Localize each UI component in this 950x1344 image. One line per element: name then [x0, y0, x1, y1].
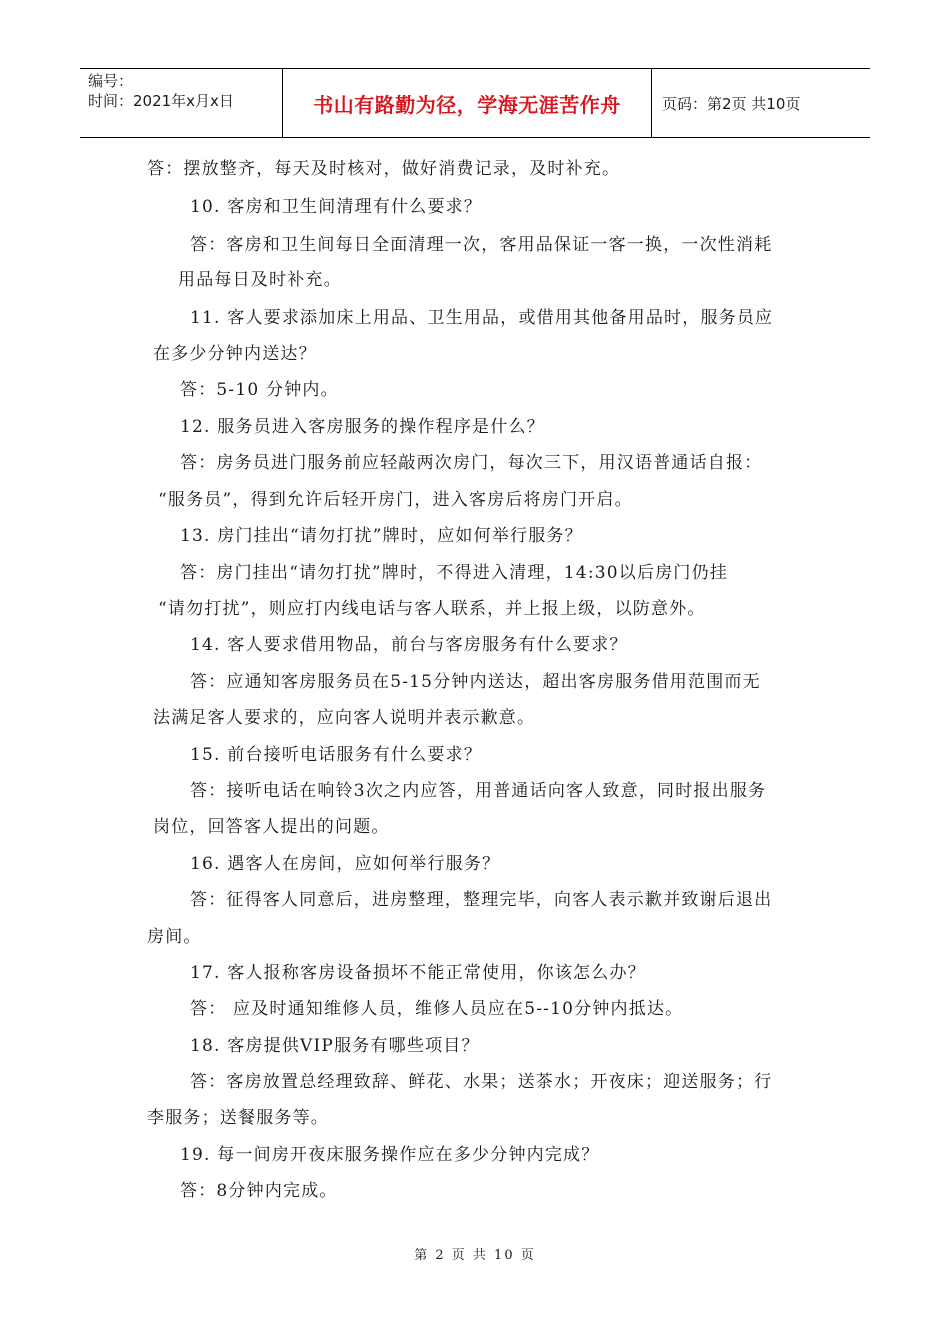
document-number-label: 编号： — [88, 72, 134, 90]
text-line: 答：房门挂出“请勿打扰”牌时，不得进入清理，14:30以后房门仍挂 — [180, 563, 728, 583]
text-line: “服务员”，得到允许后轻开房门，进入客房后将房门开启。 — [158, 490, 633, 510]
question-line: 18. 客房提供VIP服务有哪些项目？ — [190, 1036, 480, 1056]
text-line: 答：摆放整齐，每天及时核对，做好消费记录，及时补充。 — [147, 159, 621, 179]
text-line: 答：客房放置总经理致辞、鲜花、水果；送茶水；开夜床；迎送服务；行 — [190, 1072, 773, 1092]
text-line: 答：应通知客房服务员在5-15分钟内送达，超出客房服务借用范围而无 — [190, 672, 761, 692]
text-line: 答：接听电话在响铃3次之内应答，用普通话向客人致意，同时报出服务 — [190, 781, 767, 801]
text-line: 岗位，回答客人提出的问题。 — [153, 817, 390, 837]
header-page-info: 页码：第2页 共10页 — [662, 94, 801, 113]
text-line: 答：8分钟内完成。 — [180, 1181, 338, 1201]
header-meta — [80, 69, 282, 137]
text-line: 法满足客人要求的，应向客人说明并表示歉意。 — [153, 708, 536, 728]
question-line: 14. 客人要求借用物品，前台与客房服务有什么要求？ — [190, 635, 628, 655]
header-motto: 书山有路勤为径，学海无涯苦作舟 — [282, 69, 652, 137]
text-line: 答： 应及时通知维修人员，维修人员应在5--10分钟内抵达。 — [190, 999, 684, 1019]
question-line: 13. 房门挂出“请勿打扰”牌时，应如何举行服务？ — [180, 526, 583, 546]
text-line: 房间。 — [147, 927, 202, 947]
text-line: 在多少分钟内送达？ — [153, 344, 317, 364]
text-line: 答：征得客人同意后，进房整理，整理完毕，向客人表示歉并致谢后退出 — [190, 890, 773, 910]
text-line: 李服务；送餐服务等。 — [147, 1108, 329, 1128]
page-header — [80, 68, 870, 138]
question-line: 10. 客房和卫生间清理有什么要求？ — [190, 197, 483, 217]
text-line: “请勿打扰”，则应打内线电话与客人联系，并上报上级，以防意外。 — [158, 599, 706, 619]
text-line: 答：5-10 分钟内。 — [180, 380, 339, 400]
question-line: 11. 客人要求添加床上用品、卫生用品，或借用其他备用品时，服务员应 — [190, 308, 774, 328]
question-line: 17. 客人报称客房设备损坏不能正常使用，你该怎么办？ — [190, 963, 646, 983]
question-line: 15. 前台接听电话服务有什么要求？ — [190, 745, 483, 765]
text-line: 答：房务员进门服务前应轻敲两次房门，每次三下，用汉语普通话自报： — [180, 453, 763, 473]
page-footer: 第 2 页 共 10 页 — [414, 1248, 536, 1263]
question-line: 12. 服务员进入客房服务的操作程序是什么？ — [180, 417, 545, 437]
document-date-label: 时间：2021年x月x日 — [88, 92, 234, 110]
text-line: 答：客房和卫生间每日全面清理一次，客用品保证一客一换，一次性消耗 — [190, 235, 773, 255]
text-line: 用品每日及时补充。 — [178, 270, 342, 290]
question-line: 19. 每一间房开夜床服务操作应在多少分钟内完成？ — [180, 1145, 600, 1165]
question-line: 16. 遇客人在房间，应如何举行服务？ — [190, 854, 501, 874]
